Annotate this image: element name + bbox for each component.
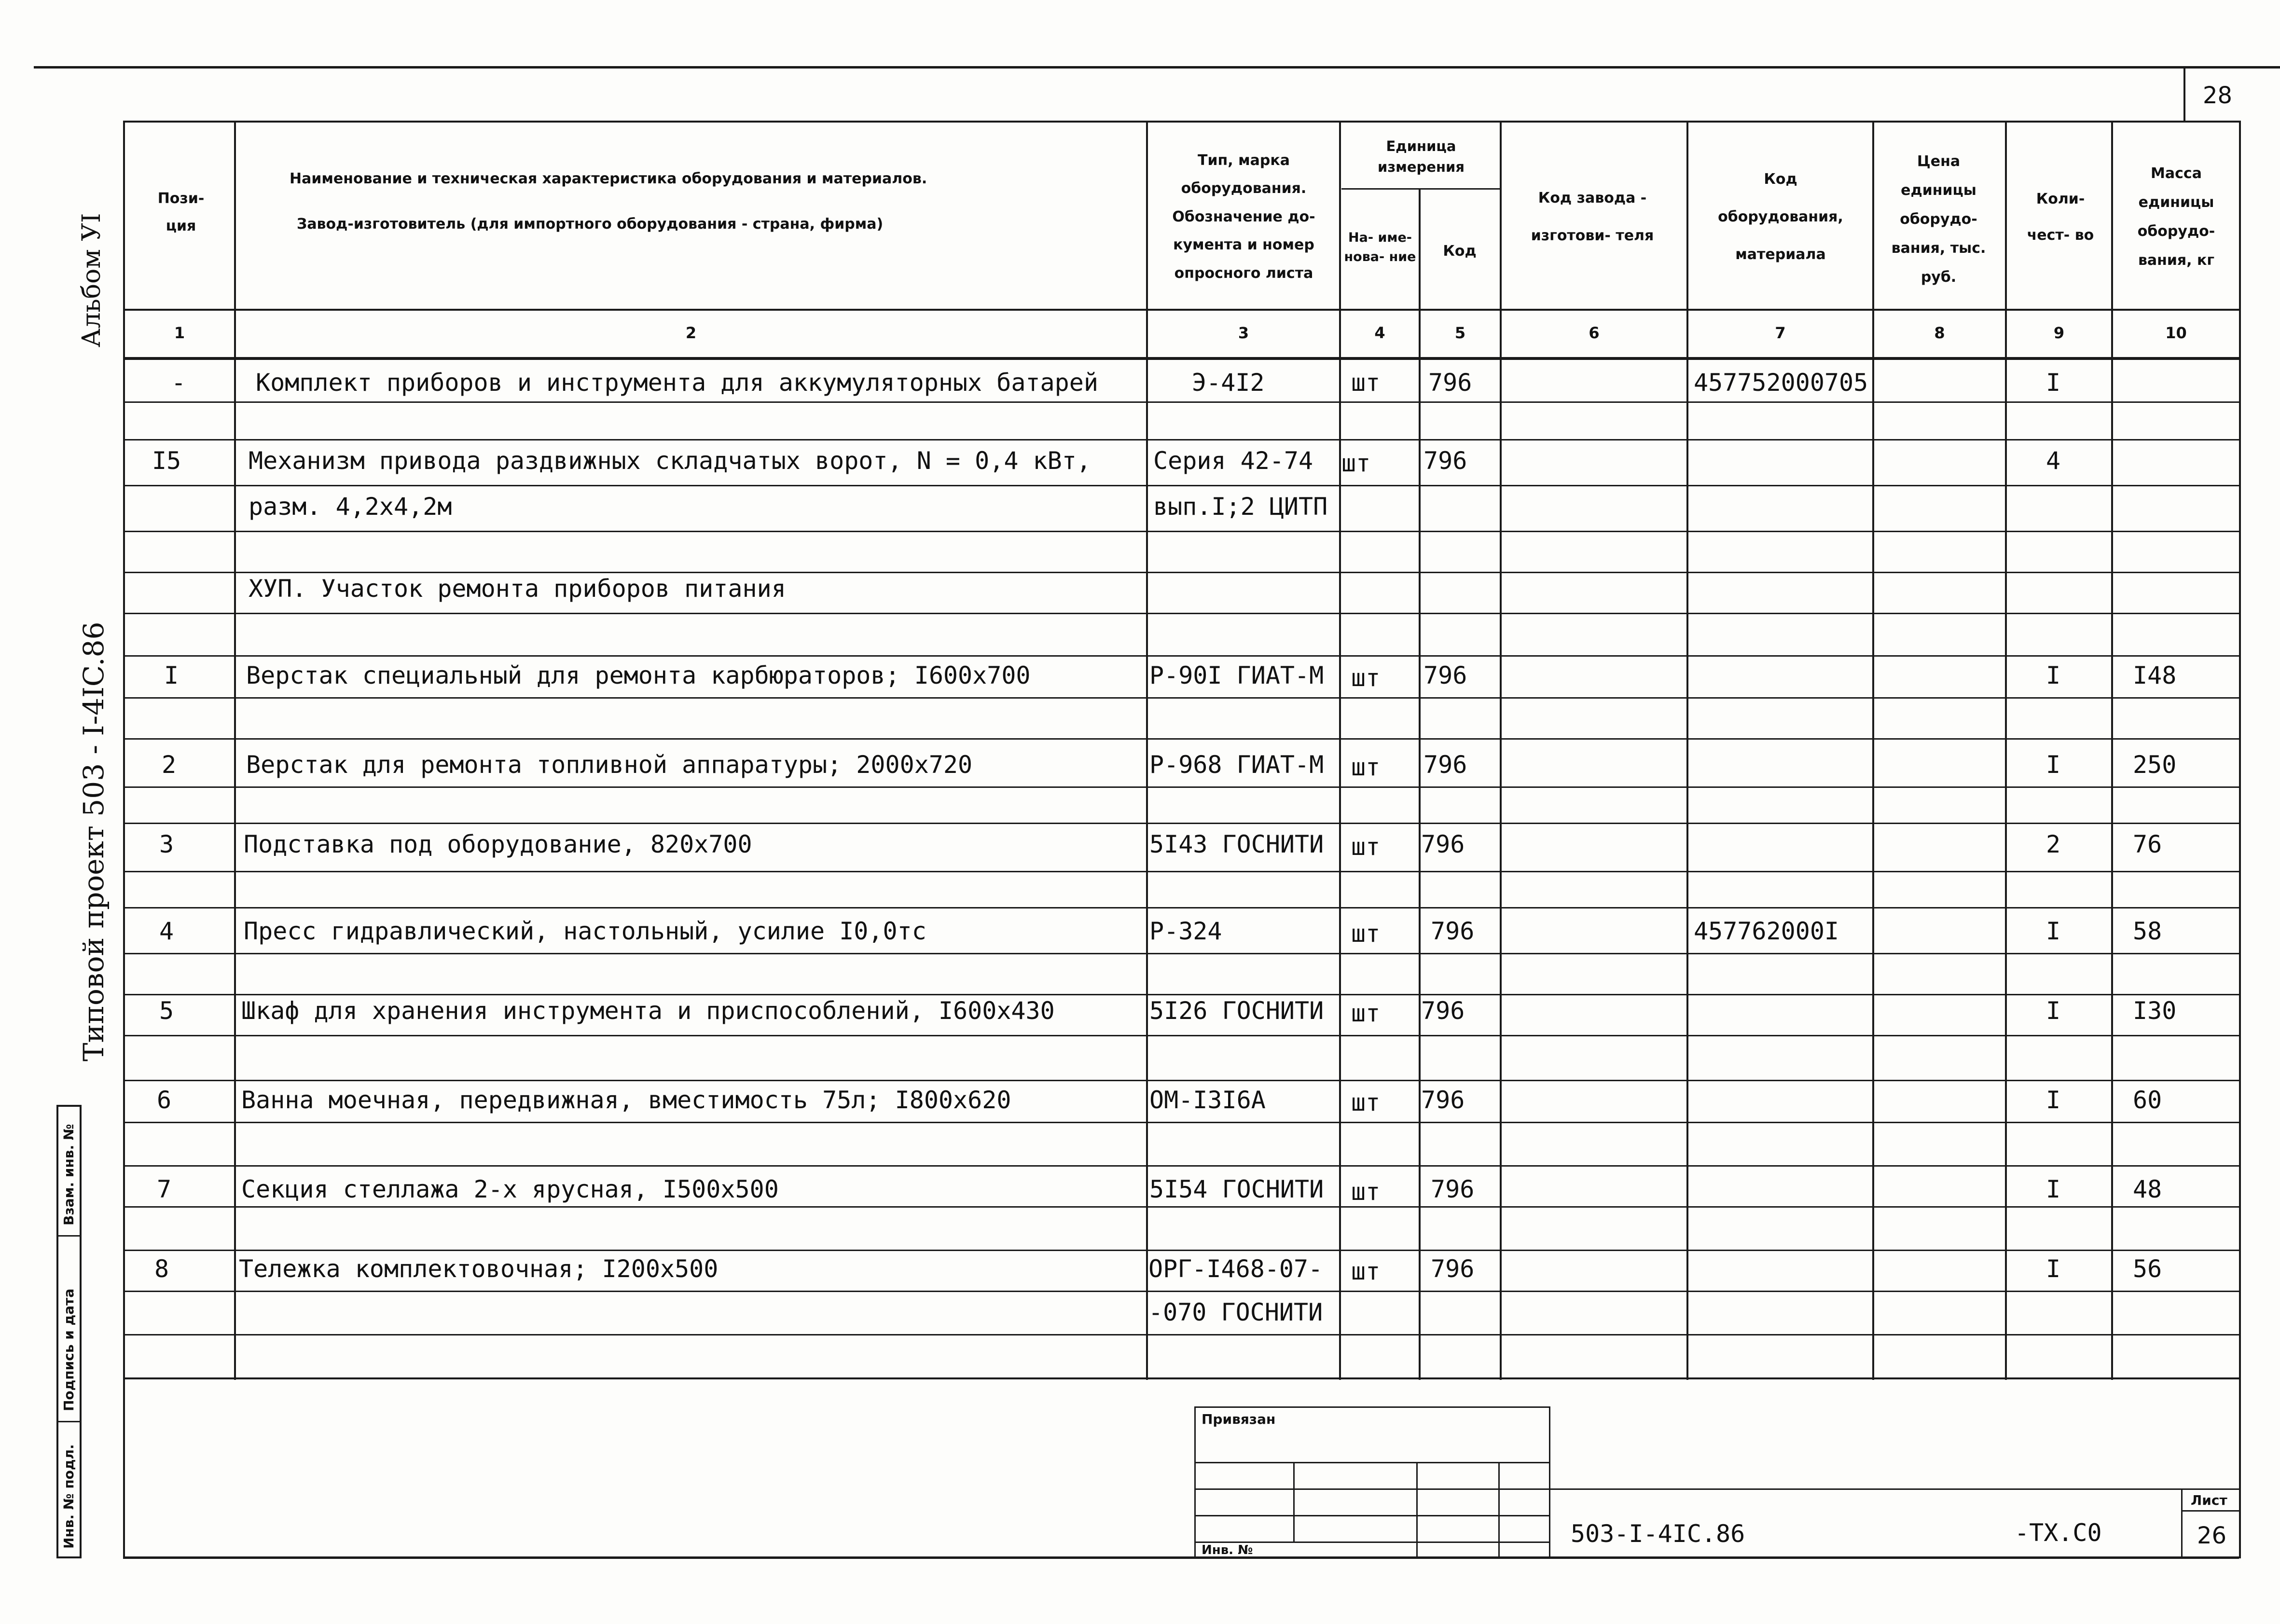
header-type: Тип, марка оборудования. Обозначение до- кумента и номер опросного листа [1172,151,1315,282]
cell-unit: шт [1341,449,1371,477]
cell-mass: I30 [2133,997,2177,1025]
row-line [123,738,2239,740]
cell-unit: шт [1351,1178,1381,1206]
col-number: 1 [174,324,185,342]
cell-type: ОРГ-I468-07- [1148,1255,1323,1283]
cell-unit: шт [1351,664,1381,692]
cell-equipment-code: 457762000I [1694,917,1839,945]
header-factory-code: Код завода - изготови- теля [1531,190,1654,244]
stamp-box-left [56,1105,58,1558]
cell-code: 796 [1421,1086,1465,1114]
project-label: Типовой проект 503 - I-4IC.86 [77,621,110,1061]
row-line [123,823,2239,824]
cell-position: 3 [159,830,174,858]
cell-position: I [164,661,179,689]
row-line [123,1206,2239,1208]
cell-position: 5 [159,997,174,1025]
cell-type: 5I54 ГОСНИТИ [1149,1175,1324,1203]
cell-name: Тележка комплектовочная; I200x500 [239,1255,719,1283]
row-line [123,697,2239,699]
frame-bottom [123,1556,2239,1559]
cell-quantity: I [2046,751,2061,779]
album-label: Альбом УI [77,213,106,347]
cell-unit: шт [1351,1257,1381,1285]
cell-name: Подставка под оборудование, 820x700 [244,830,752,858]
row-line [123,401,2239,403]
header-name-line1: Наименование и техническая характеристика оборудования и материалов. [290,170,927,187]
row-line [123,1080,2239,1081]
cell-type: вып.I;2 ЦИТП [1153,493,1328,521]
row-line [123,994,2239,995]
stamp-box-bottom [56,1556,82,1558]
cell-code: 796 [1421,830,1465,858]
col-number: 10 [2165,324,2187,342]
sheet-label: Лист [2191,1492,2227,1508]
row-line [123,655,2239,657]
header-position: Пози- ция [157,190,205,234]
col-number: 8 [1934,324,1945,342]
cell-unit: шт [1351,369,1381,397]
cell-quantity: 2 [2046,830,2061,858]
header-name-line2: Завод-изготовитель (для импортного оборудования - страна, фирма) [297,216,884,233]
cell-name: Комплект приборов и инструмента для аккумуляторных батарей [256,369,1098,397]
col-number: 6 [1589,324,1600,342]
cell-code: 796 [1423,751,1467,779]
cell-code: 796 [1423,661,1467,689]
tied-label: Привязан [1202,1411,1276,1427]
col-number: 2 [685,324,697,342]
row-line [123,572,2239,573]
cell-quantity: 4 [2046,447,2061,475]
tb-stamp-top [1549,1488,2239,1490]
row-line [123,1250,2239,1251]
cell-name: Пресс гидравлический, настольный, усилие I0,0тс [244,917,926,945]
cell-mass: I48 [2133,661,2177,689]
cell-mass: 250 [2133,751,2177,779]
sheet-number: 26 [2197,1522,2227,1549]
tb-vline [1498,1462,1500,1557]
stamp-replace-inv: Взам. инв. № [61,1124,77,1225]
tb-line [1194,1488,1549,1490]
header-equipment-code: Код оборудования, материала [1718,171,1843,263]
cell-name: Верстак для ремонта топливной аппаратуры; 2000x720 [246,751,973,779]
tb-sheet-line [2181,1510,2239,1512]
row-line [123,531,2239,532]
tb-top [1194,1406,1549,1408]
cell-mass: 76 [2133,830,2162,858]
stamp-divider-1 [56,1235,82,1237]
cell-type: Р-90I ГИАТ-М [1149,661,1324,689]
tb-vline [1416,1462,1418,1557]
col-number: 3 [1238,324,1249,342]
tb-line [1194,1515,1549,1516]
cell-code: 796 [1431,917,1475,945]
cell-position: 7 [157,1175,172,1203]
row-line [123,1291,2239,1292]
cell-mass: 56 [2133,1255,2162,1283]
cell-position: 6 [157,1086,172,1114]
tb-vline [1549,1406,1550,1557]
cell-type: 5I43 ГОСНИТИ [1149,830,1324,858]
row-line [123,953,2239,954]
row-line [123,907,2239,908]
document-suffix: -ТХ.С0 [2015,1519,2102,1547]
col-number: 5 [1454,324,1466,342]
top-rule [34,66,2280,69]
unit-header-divider [1341,188,1501,190]
row-line [123,439,2239,440]
cell-code: 796 [1431,1255,1475,1283]
page-number-box-border [2183,66,2185,123]
tb-vline [1293,1462,1295,1541]
cell-mass: 48 [2133,1175,2162,1203]
cell-type: Р-968 ГИАТ-М [1149,751,1324,779]
cell-position: 4 [159,917,174,945]
colnum-bottom [123,357,2239,360]
cell-mass: 58 [2133,917,2162,945]
cell-position: 2 [162,751,177,779]
cell-unit: шт [1351,753,1381,781]
col-number: 9 [2053,324,2065,342]
cell-quantity: I [2046,1175,2061,1203]
cell-type: 5I26 ГОСНИТИ [1149,997,1324,1025]
cell-unit: шт [1351,920,1381,948]
section-heading: ХУП. Участок ремонта приборов питания [249,575,786,603]
stamp-divider-2 [56,1421,82,1422]
cell-unit: шт [1351,833,1381,861]
cell-code: 796 [1421,997,1465,1025]
row-line [123,1334,2239,1335]
cell-name: Ванна моечная, передвижная, вместимость 75л; I800x620 [241,1086,1011,1114]
row-line [123,485,2239,486]
cell-quantity: I [2046,1086,2061,1114]
tb-line [1194,1462,1549,1463]
row-line [123,613,2239,614]
stamp-signature-date: Подпись и дата [61,1288,77,1411]
cell-name: Верстак специальный для ремонта карбюраторов; I600x700 [246,661,1031,689]
cell-type: Э-4I2 [1192,369,1265,397]
vline-unit [1419,188,1421,1380]
header-unit-name: На- име- нова- ние [1344,230,1416,264]
cell-name: Механизм привода раздвижных складчатых ворот, N = 0,4 кВт, [249,447,1091,475]
cell-code: 796 [1423,447,1467,475]
col-number: 4 [1374,324,1385,342]
row-line [123,1035,2239,1036]
row-line [123,1122,2239,1123]
tb-sheet-divider [2181,1488,2183,1557]
stamp-inv-original: Инв. № подл. [61,1444,77,1549]
cell-code: 796 [1431,1175,1475,1203]
cell-quantity: I [2046,997,2061,1025]
stamp-box-right [80,1105,82,1558]
tb-vline [1194,1406,1196,1557]
cell-unit: шт [1351,1088,1381,1116]
stamp-box-top [56,1105,82,1107]
cell-name: Шкаф для хранения инструмента и приспособлений, I600x430 [241,997,1055,1025]
cell-mass: 60 [2133,1086,2162,1114]
col-number: 7 [1775,324,1786,342]
header-unit-code: Код [1443,242,1477,260]
inv-label: Инв. № [1202,1543,1253,1557]
cell-equipment-code: 457752000705 [1694,369,1868,397]
table-top [123,121,2239,123]
cell-type: Серия 42-74 [1153,447,1313,475]
cell-unit: шт [1351,999,1381,1027]
row-line [123,871,2239,872]
cell-quantity: I [2046,661,2061,689]
cell-position: I5 [152,447,181,475]
cell-code: 796 [1428,369,1472,397]
header-unit: Единица измерения [1378,138,1465,175]
cell-position: - [171,369,186,397]
cell-quantity: I [2046,369,2061,397]
header-quantity: Коли- чест- во [2027,191,2094,244]
cell-type: ОМ-I3I6А [1149,1086,1266,1114]
cell-quantity: I [2046,1255,2061,1283]
cell-position: 8 [154,1255,169,1283]
row-line [123,786,2239,788]
cell-name: разм. 4,2x4,2м [249,493,452,521]
header-price: Цена единицы оборудо- вания, тыс. руб. [1891,153,1986,286]
vline-right [2239,121,2241,1558]
cell-name: Секция стеллажа 2-х ярусная, I500x500 [241,1175,779,1203]
cell-type: Р-324 [1149,917,1222,945]
cell-type: -070 ГОСНИТИ [1148,1298,1323,1326]
table-bottom [123,1377,2239,1379]
row-line [123,1165,2239,1167]
page-number: 28 [2203,82,2233,109]
header-mass: Масса единицы оборудо- вания, кг [2137,165,2215,269]
cell-quantity: I [2046,917,2061,945]
document-code: 503-I-4IC.86 [1571,1520,1745,1548]
